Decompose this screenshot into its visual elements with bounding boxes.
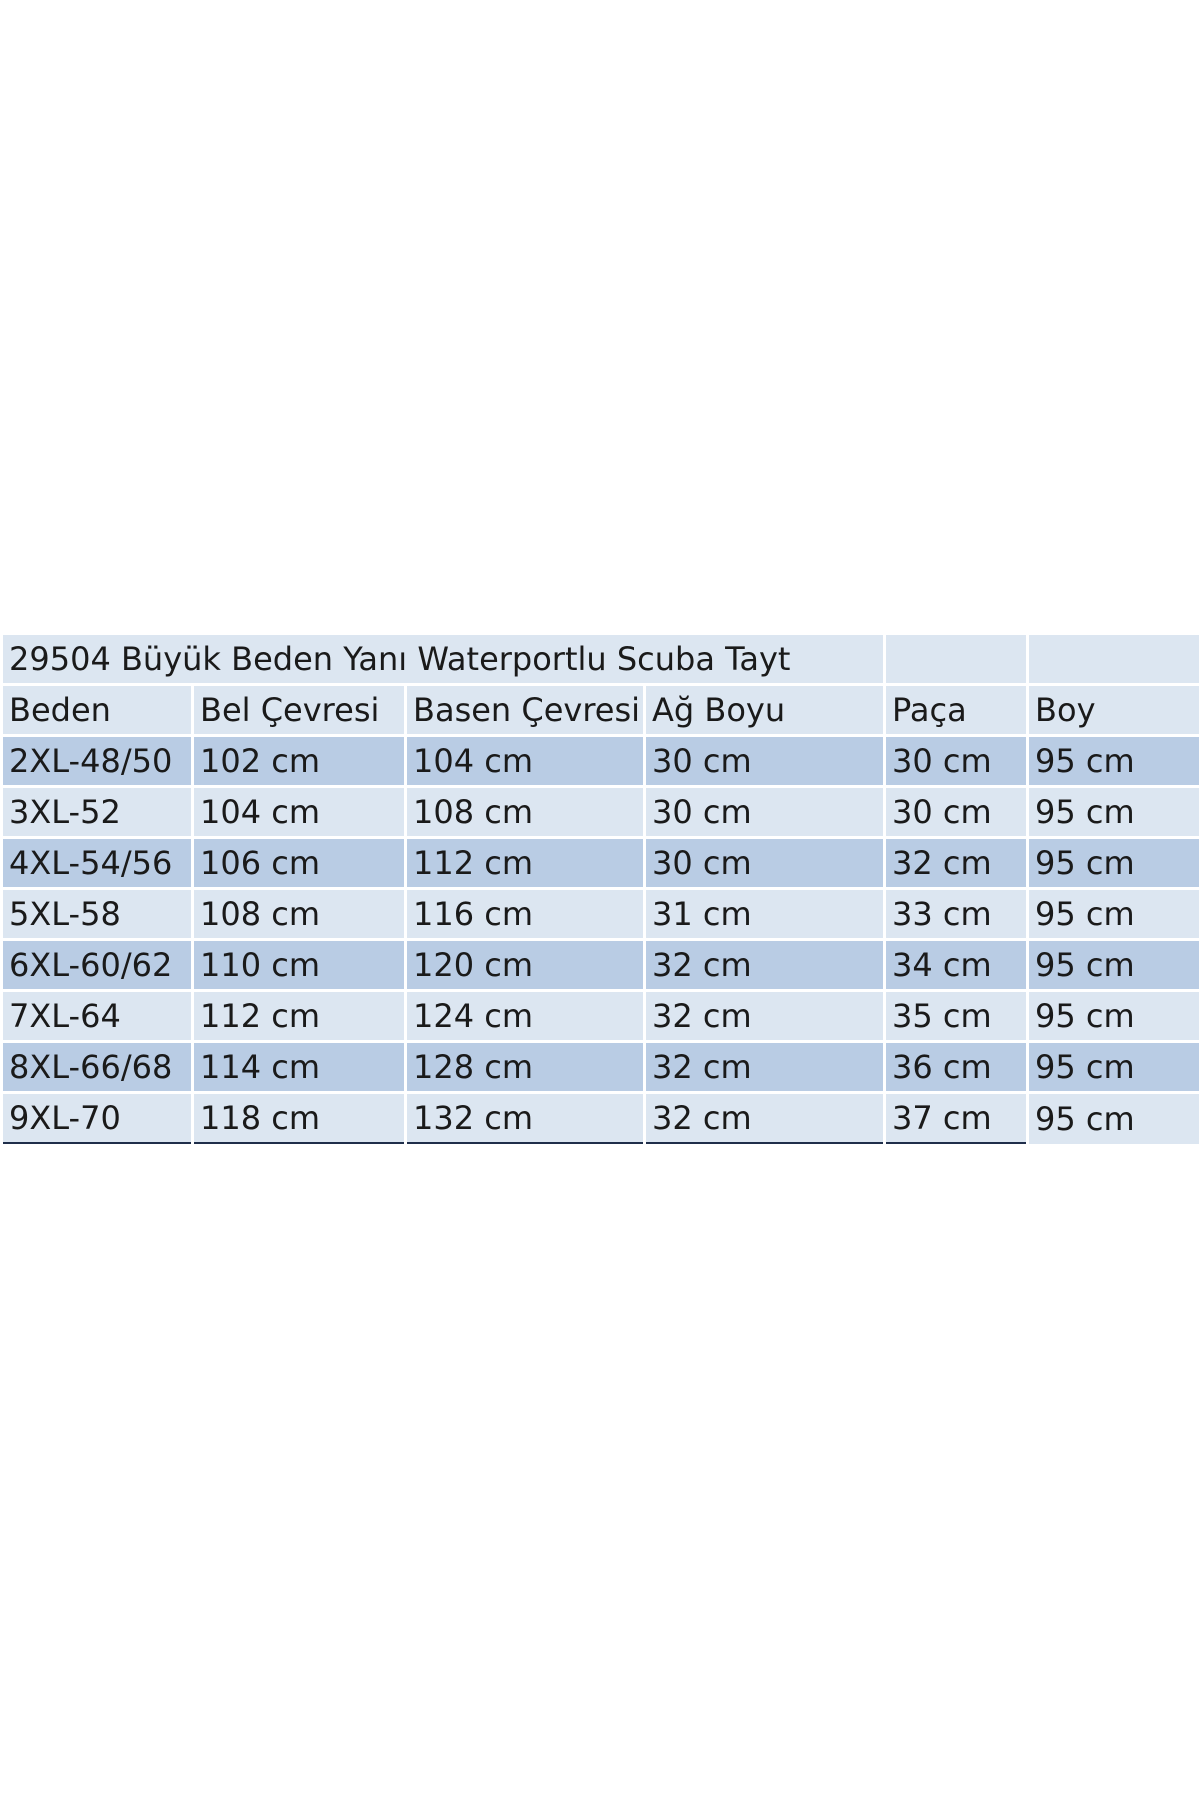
column-header: Basen Çevresi	[407, 686, 643, 734]
table-cell: 95 cm	[1029, 839, 1199, 887]
table-cell: 7XL-64	[3, 992, 191, 1040]
table-title: 29504 Büyük Beden Yanı Waterportlu Scuba Tayt	[3, 635, 883, 683]
title-empty-cell	[1029, 635, 1199, 683]
table-cell: 95 cm	[1029, 1094, 1199, 1144]
table-row	[3, 992, 1199, 1040]
table-cell: 104 cm	[407, 737, 643, 785]
table-cell: 32 cm	[646, 1094, 883, 1144]
table-cell: 37 cm	[886, 1094, 1026, 1144]
table-cell: 95 cm	[1029, 992, 1199, 1040]
table-cell: 95 cm	[1029, 890, 1199, 938]
table-row	[3, 1043, 1199, 1091]
table-row	[3, 737, 1199, 785]
table-cell: 4XL-54/56	[3, 839, 191, 887]
table-cell: 32 cm	[646, 1043, 883, 1091]
table-cell: 118 cm	[194, 1094, 404, 1144]
table-cell: 33 cm	[886, 890, 1026, 938]
title-empty-cell	[886, 635, 1026, 683]
table-cell: 108 cm	[407, 788, 643, 836]
table-cell: 8XL-66/68	[3, 1043, 191, 1091]
header-row	[3, 686, 1199, 734]
column-header: Bel Çevresi	[194, 686, 404, 734]
table-cell: 104 cm	[194, 788, 404, 836]
table-cell: 112 cm	[407, 839, 643, 887]
table-row	[3, 1094, 1199, 1144]
column-header: Beden	[3, 686, 191, 734]
table-cell: 36 cm	[886, 1043, 1026, 1091]
table-cell: 32 cm	[886, 839, 1026, 887]
title-row	[3, 635, 1199, 683]
table-row	[3, 941, 1199, 989]
table-cell: 30 cm	[646, 737, 883, 785]
table-cell: 102 cm	[194, 737, 404, 785]
table-cell: 95 cm	[1029, 737, 1199, 785]
table-cell: 108 cm	[194, 890, 404, 938]
table-cell: 34 cm	[886, 941, 1026, 989]
table-cell: 128 cm	[407, 1043, 643, 1091]
table-cell: 32 cm	[646, 992, 883, 1040]
table-cell: 132 cm	[407, 1094, 643, 1144]
table-cell: 30 cm	[886, 788, 1026, 836]
table-cell: 95 cm	[1029, 788, 1199, 836]
table-cell: 106 cm	[194, 839, 404, 887]
table-cell: 35 cm	[886, 992, 1026, 1040]
table-cell: 31 cm	[646, 890, 883, 938]
table-cell: 6XL-60/62	[3, 941, 191, 989]
table-cell: 95 cm	[1029, 1043, 1199, 1091]
table-cell: 5XL-58	[3, 890, 191, 938]
table-row	[3, 839, 1199, 887]
table-cell: 114 cm	[194, 1043, 404, 1091]
table-cell: 95 cm	[1029, 941, 1199, 989]
table-cell: 124 cm	[407, 992, 643, 1040]
column-header: Boy	[1029, 686, 1199, 734]
table-cell: 9XL-70	[3, 1094, 191, 1144]
table-cell: 30 cm	[646, 839, 883, 887]
table-cell: 2XL-48/50	[3, 737, 191, 785]
table-cell: 120 cm	[407, 941, 643, 989]
size-chart-table	[0, 632, 1200, 1147]
table-cell: 3XL-52	[3, 788, 191, 836]
table-cell: 110 cm	[194, 941, 404, 989]
table-cell: 30 cm	[886, 737, 1026, 785]
table-row	[3, 788, 1199, 836]
column-header: Paça	[886, 686, 1026, 734]
column-header: Ağ Boyu	[646, 686, 883, 734]
table-cell: 116 cm	[407, 890, 643, 938]
table-cell: 30 cm	[646, 788, 883, 836]
table-cell: 32 cm	[646, 941, 883, 989]
table-row	[3, 890, 1199, 938]
table-cell: 112 cm	[194, 992, 404, 1040]
